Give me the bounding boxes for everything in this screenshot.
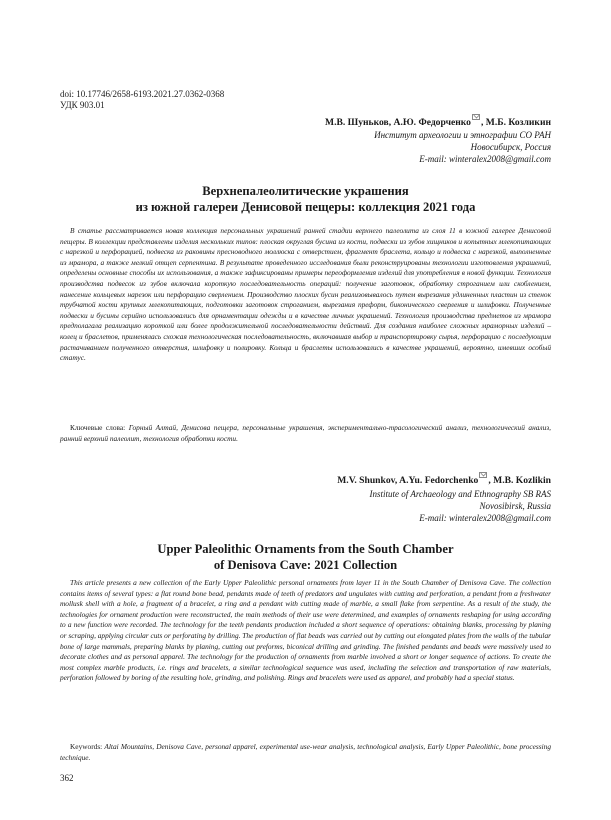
title-en bbox=[60, 541, 551, 573]
page-number: 362 bbox=[60, 773, 74, 783]
affiliation-ru-city: Новосибирск, Россия bbox=[470, 142, 551, 152]
abstract-en: This article presents a new collection of the Early Upper Paleolithic personal ornaments from layer 11 in the South Chamber of Denisova Cave. The collection contains items of several types: a flat round bone bead, pendants made of teeth of predators and ungulates with cutting and perforation, a pendant from a freshwater mollusk shell with a hole, a fragment of a bracelet, a ring and a pendant with cutting made of marble, a small flake from serpentine. As a result of the study, the technologies for ornament production were reconstructed, the main methods of their use were determined, and examples of ornaments reshaping for using according to a new function were recorded. The technology for the teeth pendants production included a short sequence of operations: obtaining blanks, processing by planing or scraping, applying circular cuts or perforating by drilling. The production of flat beads was carried out by cutting out elongated plates from the walls of the tubular bone of large mammals, preparing blanks by planing, cutting out preforms, biconical drilling and grinding. The finished pendants and beads were massively used to decorate clothes and as personal apparel. The technology for the production of ornaments from marble involved a short or longer sequence of actions. To create the most complex marble products, i.e. rings and bracelets, a similar technological sequence was used, including the selection and transportation of raw materials, perforation followed by boring of the resulting hole, grinding, and polishing. Rings and bracelets were used as apparel, and probably had a special status. bbox=[60, 578, 551, 683]
authors-ru-last: , М.Б. Козликин bbox=[480, 117, 551, 128]
affiliation-ru bbox=[374, 129, 551, 165]
authors-en-last: , M.B. Kozlikin bbox=[488, 475, 551, 486]
title-ru bbox=[60, 183, 551, 215]
affiliation-ru-email: E-mail: winteralex2008@gmail.com bbox=[419, 154, 551, 164]
keywords-ru-label: Ключевые слова: bbox=[70, 423, 129, 432]
affiliation-en-city: Novosibirsk, Russia bbox=[479, 501, 551, 511]
title-en-line2: of Denisova Cave: 2021 Collection bbox=[213, 558, 398, 572]
affiliation-ru-institute: Институт археологии и этнографии СО РАН bbox=[374, 130, 551, 140]
authors-en bbox=[337, 472, 551, 487]
affiliation-en bbox=[370, 488, 551, 524]
title-en-line1: Upper Paleolithic Ornaments from the South Chamber bbox=[157, 542, 454, 556]
keywords-en-label: Keywords: bbox=[70, 742, 105, 751]
affiliation-en-institute: Institute of Archaeology and Ethnography SB RAS bbox=[369, 489, 551, 499]
affiliation-en-email: E-mail: winteralex2008@gmail.com bbox=[419, 513, 551, 523]
keywords-ru bbox=[60, 423, 551, 444]
authors-en-first: M.V. Shunkov, A.Yu. Fedorchenko bbox=[337, 475, 479, 486]
mail-icon bbox=[472, 114, 480, 120]
title-ru-line1: Верхнепалеолитические украшения bbox=[202, 184, 409, 198]
authors-ru-first: М.В. Шуньков, А.Ю. Федорченко bbox=[325, 117, 471, 128]
keywords-en-text: Altai Mountains, Denisova Cave, personal apparel, experimental use-wear analysis, technological analysis, Early Upper Paleolithic, bone processing technique. bbox=[60, 742, 551, 762]
authors-ru bbox=[325, 114, 551, 129]
abstract-ru: В статье рассматривается новая коллекция персональных украшений ранней стадии верхнего палеолита из слоя 11 в южной галерее Денисовой пещеры. В коллекции представлены изделия нескольких типов: плоская округлая бусина из кости, подвески из зубов хищников и копытных млекопитающих с нарезкой и перфорацией, подвеска из раковины пресноводного моллюска с отверстием, фрагмент браслета, кольцо и подвеска с нарезкой, выполненные из мрамора, а также мелкий отщеп серпентина. В результате проведенного исследования были реконструированы технологии изготовления украшений, определены основные способы их использования, а также зафиксированы примеры переоформления изделий для употребления в новой функции. Технология производства подвесок из зубов включала короткую последовательность операций: получение заготовок, обработку строганием или скоблением, нанесение кольцевых нарезок или перфорацию сверлением. Производство плоских бусин реализовывалось путем вырезания удлиненных пластин из стенок трубчатой кости крупных млекопитающих, подготовки заготовок строганием, вырезания преформ, биконического сверления и шлифовки. Полученные подвески и бусины серийно использовались для орнаментации одежды и в качестве личных украшений. Технология производства предметов из мрамора предполагала реализацию короткой или более продолжительной последовательности действий. Для создания наиболее сложных мраморных изделий – колец и браслетов, применялась схожая технологическая последовательность, включавшая выбор и транспортировку сырья, перфорацию с последующим растачиванием полученного отверстия, шлифовку и полировку. Кольца и браслеты использовались в качестве украшений, вероятно, имевших особый статус. bbox=[60, 226, 551, 363]
keywords-en bbox=[60, 742, 551, 763]
udc-code: УДК 903.01 bbox=[60, 100, 105, 110]
doi: doi: 10.17746/2658-6193.2021.27.0362-0368 bbox=[60, 89, 225, 99]
keywords-ru-text: Горный Алтай, Денисова пещера, персональные украшения, экспериментально-трасологический анализ, технологический анализ, ранний верхний палеолит, технология обработки кости. bbox=[60, 423, 551, 443]
title-ru-line2: из южной галереи Денисовой пещеры: коллекция 2021 года bbox=[135, 200, 476, 214]
mail-icon bbox=[479, 472, 487, 478]
